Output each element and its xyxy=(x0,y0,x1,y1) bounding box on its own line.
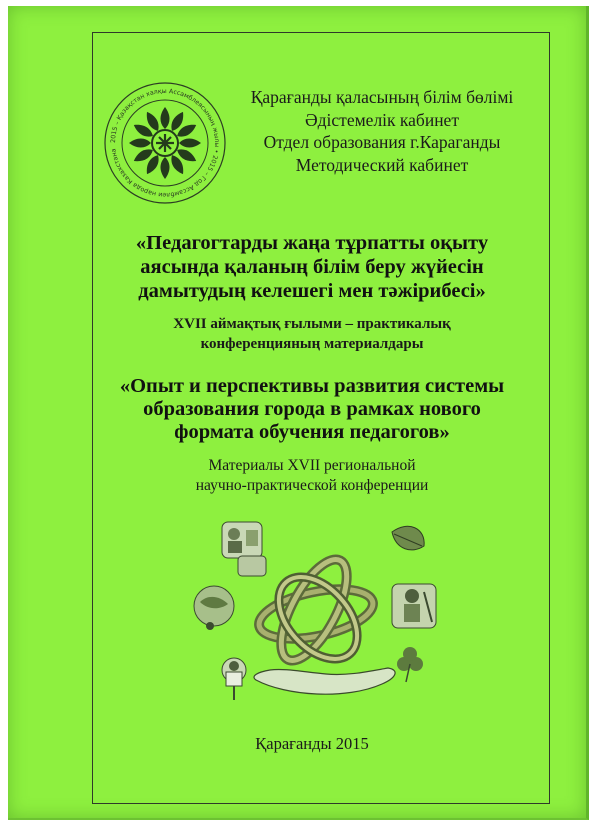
title-kazakh-line-1: «Педагогтарды жаңа тұрпатты оқыту xyxy=(135,232,489,254)
assembly-emblem-icon xyxy=(102,80,228,206)
header-line-3: Отдел образования г.Караганды xyxy=(263,132,501,152)
subtitle-russian-line-1: Материалы XVII региональной xyxy=(208,457,416,474)
title-kazakh xyxy=(92,231,532,303)
subtitle-kazakh-line-1: XVII аймақтық ғылыми – практикалық xyxy=(173,316,451,332)
classroom-vignette-icon xyxy=(222,522,266,576)
subtitle-russian xyxy=(92,456,532,496)
title-russian-line-3: формата обучения педагогов» xyxy=(174,421,450,443)
clover-icon xyxy=(397,647,423,682)
city-year: Қарағанды 2015 xyxy=(255,734,369,753)
interlocking-rings-icon xyxy=(255,550,378,674)
title-russian xyxy=(86,375,538,444)
cover-illustration xyxy=(186,510,448,706)
seal-ring-text: 2015 – Қазақстан халқы Ассамблеясының жылы • 2015 – Год Ассамблеи народа Казахстана xyxy=(109,87,221,199)
title-kazakh-line-3: дамытудың келешегі мен тәжірибесі» xyxy=(138,280,486,302)
subtitle-kazakh-line-2: конференцияның материалдары xyxy=(200,336,424,352)
title-kazakh-line-2: аясында қаланың білім беру жүйесін xyxy=(140,256,484,278)
header-line-1: Қарағанды қаласының білім бөлімі xyxy=(250,87,514,107)
worker-vignette-icon xyxy=(392,584,436,628)
hand-icon xyxy=(254,668,395,694)
header-line-2: Әдістемелік кабинет xyxy=(305,109,459,130)
title-russian-line-2: образования города в рамках нового xyxy=(143,398,481,420)
header-line-4: Методический кабинет xyxy=(295,154,469,175)
title-russian-line-1: «Опыт и перспективы развития системы xyxy=(119,375,505,397)
doctor-vignette-icon xyxy=(222,658,246,700)
leaf-icon xyxy=(392,526,424,550)
subtitle-russian-line-2: научно-практической конференции xyxy=(195,477,429,494)
publisher-header xyxy=(232,86,532,176)
nature-vignette-icon xyxy=(194,586,234,630)
subtitle-kazakh xyxy=(92,314,532,354)
